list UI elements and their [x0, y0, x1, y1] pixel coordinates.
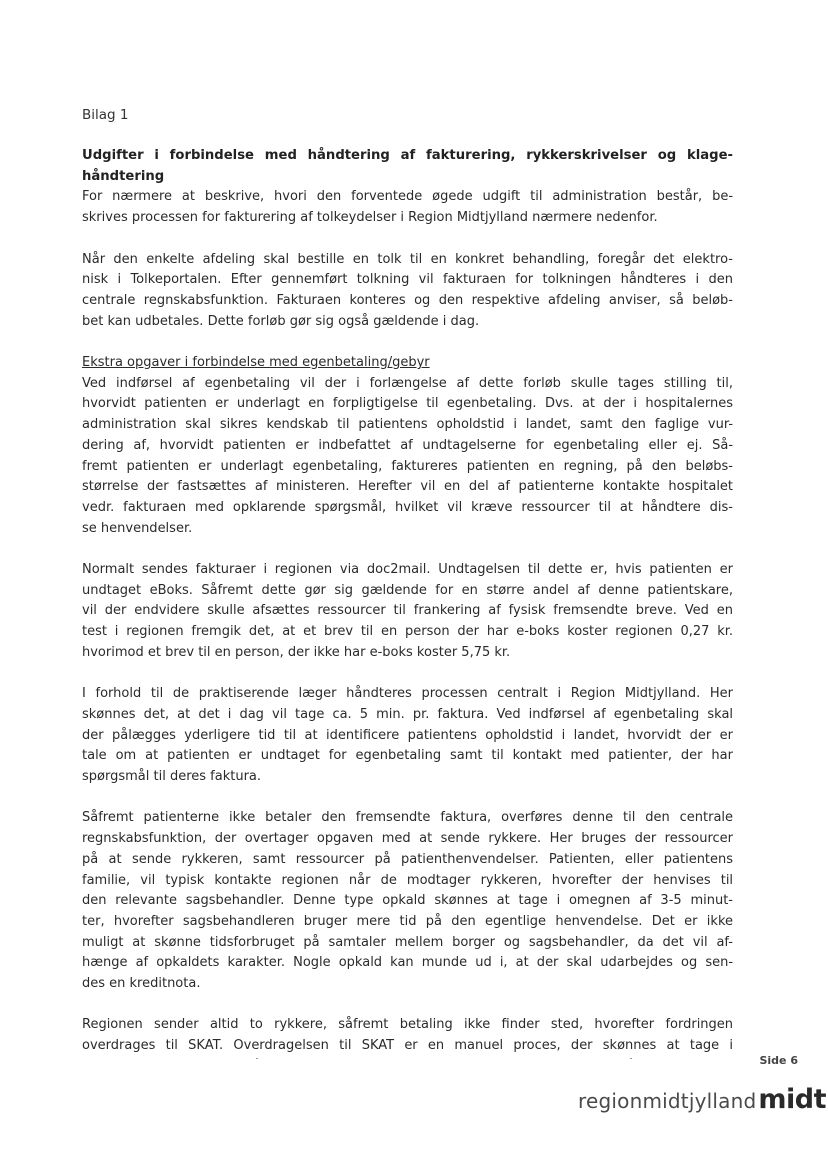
text-line: skrives processen for fakturering af tolkeydelser i Region Midtjylland nærmere nedenfor.	[82, 210, 658, 226]
text-line: skønnes det, at det i dag vil tage ca. 5 min. pr. faktura. Ved indførsel af egenbetaling skal	[82, 706, 734, 722]
text-line: centrale regnskabsfunktion. Fakturaen konteres og den respektive afdeling anviser, så beløb-	[82, 292, 733, 308]
paragraph	[82, 250, 733, 333]
text-line: Regionen sender altid to rykkere, såfremt betaling ikke finder sted, hvorefter fordringen	[82, 1017, 734, 1033]
heading-line: Udgifter i forbindelse med håndtering af fakturering, rykkerskrivelser og klage-	[82, 148, 733, 163]
paragraph	[82, 353, 733, 539]
text-line: Når den enkelte afdeling skal bestille en tolk til en konkret behandling, foregår det elektro-	[82, 251, 733, 267]
paragraph	[82, 684, 733, 788]
text-line: vedr. fakturaen med opklarende spørgsmål, hvilket vil kræve ressourcer til at håndtere dis-	[82, 499, 733, 515]
paragraph	[82, 187, 733, 228]
text-line: overdrages til SKAT. Overdragelsen til SKAT er en manuel proces, der skønnes at tage i	[82, 1038, 734, 1054]
text-line: undtaget eBoks. Såfremt dette gør sig gældende for en større andel af denne patientskare,	[82, 582, 734, 598]
section-subheading: Ekstra opgaver i forbindelse med egenbetaling/gebyr	[82, 355, 430, 370]
document-body	[82, 146, 733, 1078]
text-line: den relevante sagsbehandler. Denne type opkald skønnes at tage i omegnen af 3-5 minut-	[82, 893, 733, 909]
annex-label: Bilag 1	[82, 107, 129, 123]
text-line: I forhold til de praktiserende læger håndteres processen centralt i Region Midtjylland. Her	[82, 686, 733, 702]
text-line: Såfremt patienterne ikke betaler den fremsendte faktura, overføres denne til den centrale	[82, 810, 734, 826]
text-line: Normalt sendes fakturaer i regionen via doc2mail. Undtagelsen til dette er, hvis patienten er	[82, 562, 733, 578]
text-line: tale om at patienten er undtaget for egenbetaling samt til kontakt med patienter, der har	[82, 748, 733, 764]
text-line: bet kan udbetales. Dette forløb gør sig også gældende i dag.	[82, 313, 480, 329]
text-line: des en kreditnota.	[82, 976, 201, 992]
text-line: spørgsmål til deres faktura.	[82, 769, 262, 785]
text-line: hvorvidt patienten er underlagt en forpligtigelse til egenbetaling. Dvs. at der i hospitalernes	[82, 396, 733, 412]
scan-speck	[256, 1058, 258, 1059]
text-line: størrelse der fastsættes af ministeren. Herefter vil en del af patienterne kontakte hospitalet	[82, 479, 734, 495]
logo-wordmark: regionmidtjylland	[578, 1089, 757, 1113]
paragraph	[82, 560, 733, 664]
text-line: familie, vil typisk kontakte regionen når de modtager rykkeren, hvorefter der henvises til	[82, 872, 734, 888]
text-line: der pålægges yderligere tid til at identificere patientens opholdstid i landet, hvorvidt der er	[82, 727, 733, 743]
text-line: fremt patienten er underlagt egenbetaling, faktureres patienten en regning, på den beløbs-	[82, 458, 733, 474]
text-line: se henvendelser.	[82, 520, 193, 536]
text-line: muligt at skønne tidsforbruget på samtaler mellem borger og sagsbehandler, da det vil af-	[82, 934, 733, 950]
scan-speck	[630, 1058, 632, 1059]
text-line: test i regionen fremgik det, at et brev til en person der har e-boks koster regionen 0,27 kr.	[82, 624, 734, 640]
text-line: regnskabsfunktion, der overtager opgaven med at sende rykkere. Her bruges der ressourcer	[82, 831, 733, 847]
page-number: Side 6	[759, 1054, 798, 1067]
logo-mark: midt	[758, 1084, 826, 1115]
text-line: Ved indførsel af egenbetaling vil der i forlængelse af dette forløb skulle tages stilling til,	[82, 375, 733, 391]
text-line: nisk i Tolkeportalen. Efter gennemført tolkning vil fakturaen for tolkningen håndteres i den	[82, 272, 733, 288]
text-line: For nærmere at beskrive, hvori den forventede øgede udgift til administration består, be-	[82, 189, 734, 205]
text-line: ter, hvorefter sagsbehandleren bruger mere tid på den egentlige henvendelse. Det er ikke	[82, 913, 734, 929]
text-line: vil der endvidere skulle afsættes ressourcer til frankering af fysisk fremsendte breve. Ved en	[82, 603, 733, 619]
paragraph	[82, 1015, 733, 1056]
document-heading	[82, 146, 733, 187]
region-logo	[578, 1081, 826, 1115]
paragraph	[82, 808, 733, 994]
text-line: hvorimod et brev til en person, der ikke har e-boks koster 5,75 kr.	[82, 644, 511, 660]
heading-line: håndtering	[82, 168, 165, 184]
text-line: hænge af opkaldets karakter. Nogle opkald kan munde ud i, at der skal udarbejdes og sen-	[82, 955, 734, 971]
text-line: dering af, hvorvidt patienten er indbefattet af undtagelserne for egenbetaling eller ej. Så-	[82, 437, 734, 453]
text-line: på at sende rykkeren, samt ressourcer på patienthenvendelser. Patienten, eller patientens	[82, 851, 734, 867]
paragraphs	[82, 187, 733, 1056]
text-line: administration skal sikres kendskab til patientens opholdstid i landet, samt den faglige vur-	[82, 417, 734, 433]
